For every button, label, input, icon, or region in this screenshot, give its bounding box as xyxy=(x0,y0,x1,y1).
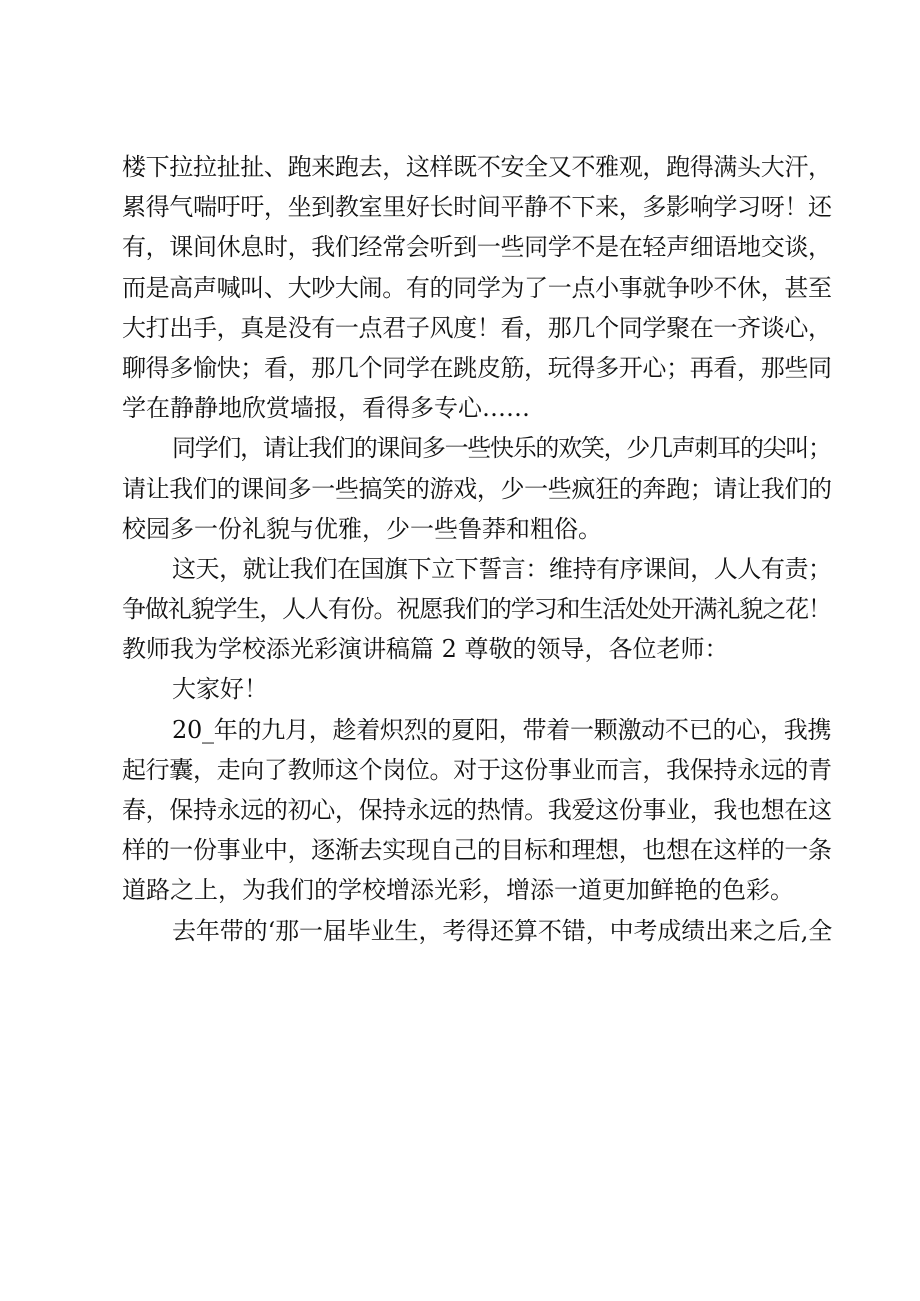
speech-title-line: 教师我为学校添光彩演讲稿篇 2 尊敬的领导，各位老师： xyxy=(122,635,729,664)
text-line: 楼下拉拉扯扯、跑来跑去，这样既不安全又不雅观，跑得满头大汗， xyxy=(122,153,832,181)
document-body xyxy=(122,147,832,951)
text-line: 有，课间休息时，我们经常会听到一些同学不是在轻声细语地交谈， xyxy=(122,233,832,262)
text-line: 学在静静地欣赏墙报，看得多专心…… xyxy=(122,394,530,423)
greeting-line: 大家好！ xyxy=(172,675,268,704)
text-line: 累得气喘吁吁，坐到教室里好长时间平静不下来，多影响学习呀！还 xyxy=(122,193,832,222)
text-line: 而是高声喊叫、大吵大闹。有的同学为了一点小事就争吵不休，甚至 xyxy=(122,273,832,302)
paragraph-start-line: 这天，就让我们在国旗下立下誓言：维持有序课间，人人有责； xyxy=(172,554,832,583)
paragraph-start-line: 去年带的‘那一届毕业生，考得还算不错，中考成绩出来之后,全 xyxy=(172,916,833,945)
text-line: 聊得多愉快；看，那几个同学在跳皮筋，玩得多开心；再看，那些同 xyxy=(122,353,832,382)
text-line: 春，保持永远的初心，保持永远的热情。我爱这份事业，我也想在这 xyxy=(122,796,832,824)
text-line: 大打出手，真是没有一点君子风度！看，那几个同学聚在一齐谈心， xyxy=(122,313,832,342)
text-line: 请让我们的课间多一些搞笑的游戏，少一些疯狂的奔跑；请让我们的 xyxy=(122,474,832,503)
paragraph-start-line: 20_年的九月，趁着炽烈的夏阳，带着一颗激动不已的心，我携 xyxy=(172,715,832,744)
paragraph-start-line: 同学们，请让我们的课间多一些快乐的欢笑，少几声刺耳的尖叫； xyxy=(172,434,831,463)
text-line: 起行囊，走向了教师这个岗位。对于这份事业而言，我保持永远的青 xyxy=(122,755,832,784)
text-line: 校园多一份礼貌与优雅，少一些鲁莽和粗俗。 xyxy=(122,514,602,543)
text-line: 道路之上，为我们的学校增添光彩，增添一道更加鲜艳的色彩。 xyxy=(122,876,794,905)
text-line: 样的一份事业中，逐渐去实现自己的目标和理想，也想在这样的一条 xyxy=(122,836,832,865)
text-line: 争做礼貌学生，人人有份。祝愿我们的学习和生活处处开满礼貌之花！ xyxy=(122,595,831,624)
